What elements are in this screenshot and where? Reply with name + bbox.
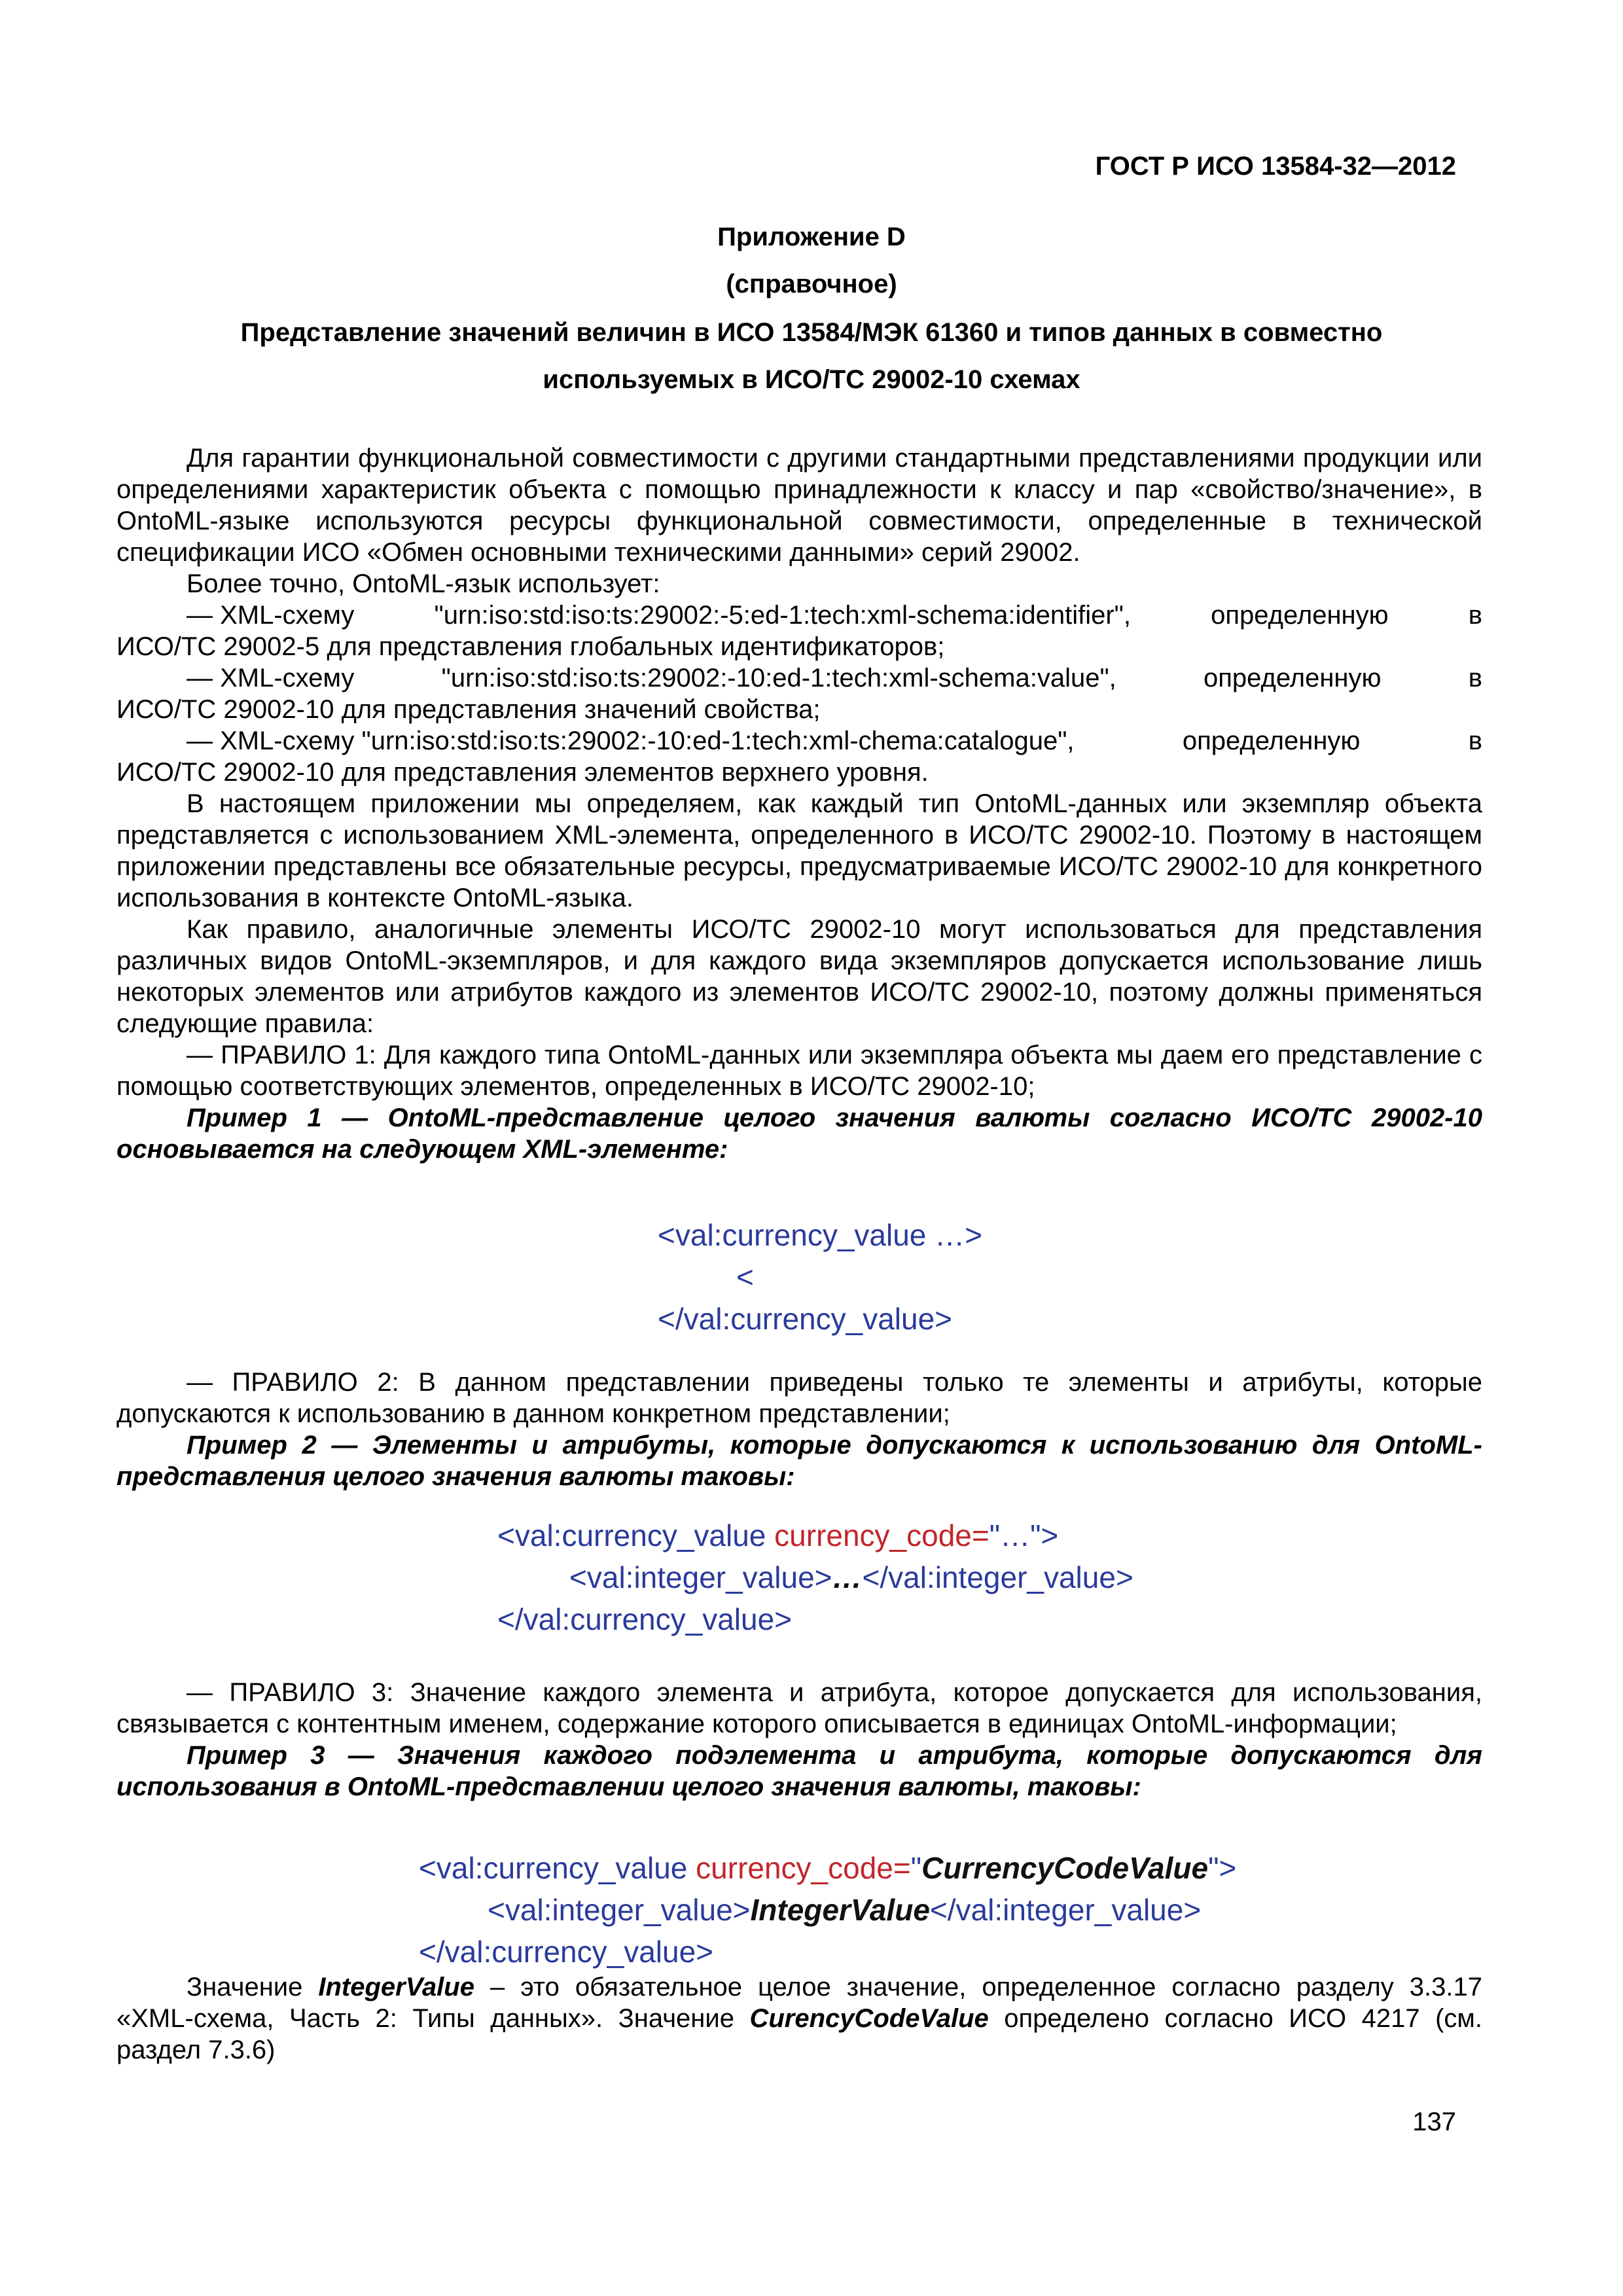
paragraph-final: Значение IntegerValue – это обязательное целое значение, определенное согласно разделу 3.3.17 «XML-схема, Часть 2: Типы данных». Значение CurencyCodeValue определено согласно ИСО 4217 (см. раздел 7.3.6)	[116, 1973, 1483, 2064]
text-block-4	[116, 1971, 1482, 2066]
list-item: — XML-схему "urn:iso:std:iso:ts:29002:-10:ed-1:tech:xml-schema:value", определенную в	[187, 664, 1482, 692]
paragraph-more-precisely: Более точно, OntoML-язык использует:	[187, 569, 660, 598]
list-item-rest: ИСО/ТС 29002-10 для представления значений свойства;	[116, 695, 821, 724]
appendix-kind: (справочное)	[726, 270, 897, 298]
list-item-rest: ИСО/ТС 29002-10 для представления элементов верхнего уровня.	[116, 758, 929, 787]
paragraph-definition: В настоящем приложении мы определяем, как каждый тип OntoML-данных или экземпляр объекта представляется с использованием XML-элемента, определенного в ИСО/ТС 29002-10. Поэтому в настоящем приложении представлены все обязательные ресурсы, предусматриваемые ИСО/ТС 29002-10 для конкретного использования в контексте OntoML-языка.	[116, 789, 1482, 912]
rule-1: — ПРАВИЛО 1: Для каждого типа OntoML-данных или экземпляра объекта мы даем его представление с помощью соответствующих элементов, определенных в ИСО/ТС 29002-10;	[116, 1041, 1482, 1101]
list-item: — XML-схему "urn:iso:std:iso:ts:29002:-10:ed-1:tech:xml-chema:catalogue", определенную в	[187, 726, 1482, 755]
paragraph-rules-intro: Как правило, аналогичные элементы ИСО/ТС 29002-10 могут использоваться для представления различных видов OntoML-экземпляров, и для каждого вида экземпляров допускается использование лишь некоторых элементов или атрибутов каждого из элементов ИСО/ТС 29002-10, поэтому должны применяться следующие правила:	[116, 915, 1482, 1038]
text-block-3	[116, 1677, 1482, 1803]
example-2: Пример 2 — Элементы и атрибуты, которые допускаются к использованию для OntoML-представления целого значения валюты таковы:	[116, 1431, 1482, 1491]
rule-2: — ПРАВИЛО 2: В данном представлении приведены только те элементы и атрибуты, которые допускаются к использованию в данном конкретном представлении;	[116, 1368, 1482, 1428]
standard-header: ГОСТ Р ИСО 13584-32—2012	[1095, 152, 1456, 181]
code-example-1: <val:currency_value …> < </val:currency_value>	[658, 1218, 983, 1336]
list-item-rest: ИСО/ТС 29002-5 для представления глобальных идентификаторов;	[116, 632, 945, 661]
appendix-heading-line1: Представление значений величин в ИСО 13584/МЭК 61360 и типов данных в совместно	[240, 318, 1383, 347]
page-number: 137	[1412, 2108, 1456, 2136]
text-block-2	[116, 1367, 1482, 1492]
list-item: — XML-схему "urn:iso:std:iso:ts:29002:-5:ed-1:tech:xml-schema:identifier", определенную в	[187, 601, 1482, 630]
code-example-3: <val:currency_value currency_code="CurrencyCodeValue"> <val:integer_value>IntegerValue</val:integer_value> </val:currency_value>	[419, 1851, 1237, 1969]
appendix-heading-line2: используемых в ИСО/ТС 29002-10 схемах	[543, 365, 1080, 394]
appendix-title: Приложение D	[717, 223, 906, 251]
paragraph-intro: Для гарантии функциональной совместимости с другими стандартными представлениями продукции или определениями характеристик объекта с помощью принадлежности к классу и пар «свойство/значение», в OntoML-языке используются ресурсы функциональной совместимости, определенные в технической спецификации ИСО «Обмен основными техническими данными» серий 29002.	[116, 444, 1482, 567]
example-1: Пример 1 — OntoML-представление целого значения валюты согласно ИСО/ТС 29002-10 основывается на следующем XML-элементе:	[116, 1103, 1482, 1164]
text-block-1	[116, 442, 1482, 1165]
rule-3: — ПРАВИЛО 3: Значение каждого элемента и атрибута, которое допускается для использования, связывается с контентным именем, содержание которого описывается в единицах OntoML-информации;	[116, 1678, 1482, 1738]
code-example-2: <val:currency_value currency_code="…"> <val:integer_value>…</val:integer_value> </val:currency_value>	[497, 1518, 1133, 1636]
example-3: Пример 3 — Значения каждого подэлемента и атрибута, которые допускаются для использования в OntoML-представлении целого значения валюты, таковы:	[116, 1741, 1482, 1801]
